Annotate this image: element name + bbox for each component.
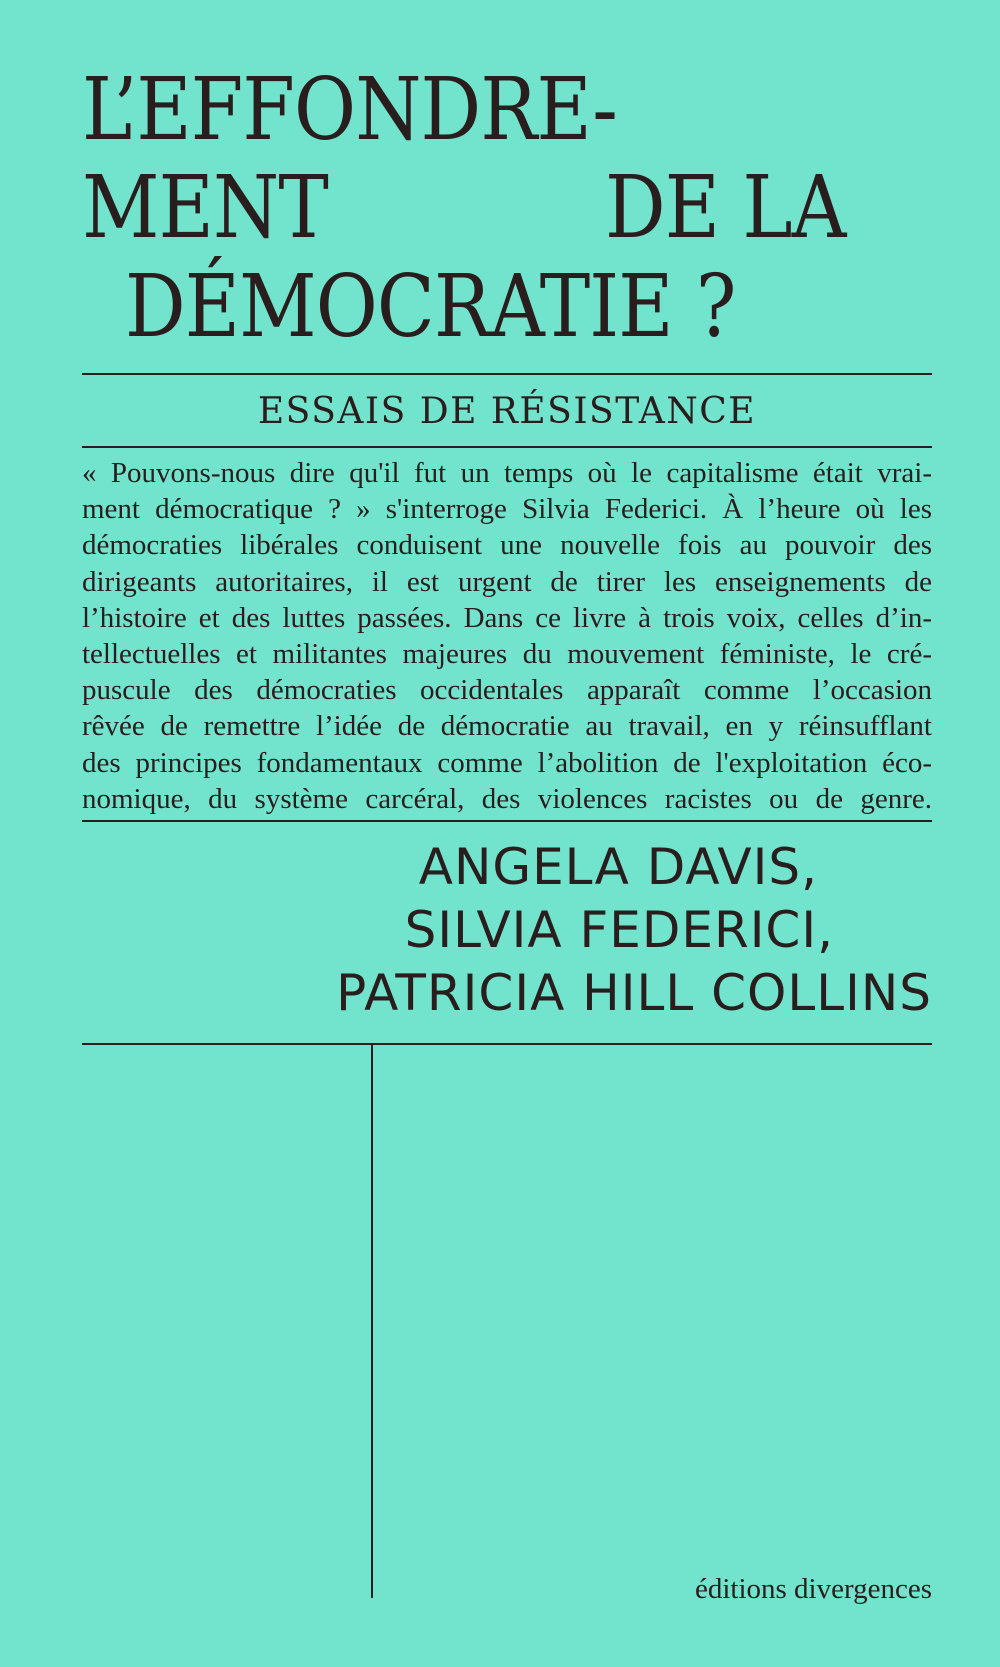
- blurb-line: puscule des démocraties occidentales apparaît comme l’occasion: [82, 674, 932, 707]
- blurb-line: démocraties libérales conduisent une nouvelle fois au pouvoir des: [82, 529, 932, 562]
- blurb-line: nomique, du système carcéral, des violences racistes ou de genre.: [82, 782, 932, 815]
- subtitle: ESSAIS DE RÉSISTANCE: [257, 391, 757, 432]
- divider-rule: [82, 373, 932, 375]
- title-line-1: L’EFFONDRE-: [82, 60, 617, 160]
- blurb-line: rêvée de remettre l’idée de démocratie au travail, en y réinsufflant: [82, 710, 932, 743]
- blurb-line: dirigeants autoritaires, il est urgent de tirer les enseignements de: [82, 565, 932, 598]
- author-name: PATRICIA HILL COLLINS: [336, 964, 932, 1022]
- blurb-line: l’histoire et des luttes passées. Dans ce livre à trois voix, celles d’in-: [82, 601, 932, 634]
- title-line-2-right: DE LA: [605, 158, 846, 258]
- blurb-line: « Pouvons-nous dire qu'il fut un temps où le capitalisme était vrai-: [82, 457, 932, 489]
- back-cover-blurb: [82, 455, 932, 817]
- blurb-line: ment démocratique ? » s'interroge Silvia Federici. À l’heure où les: [82, 493, 932, 526]
- publisher-name: éditions divergences: [694, 1573, 932, 1605]
- author-name: ANGELA DAVIS,: [418, 838, 818, 896]
- vertical-rule: [371, 1043, 373, 1598]
- blurb-line: des principes fondamentaux comme l’abolition de l'exploitation éco-: [82, 746, 932, 779]
- blurb-line: tellectuelles et militantes majeures du mouvement féministe, le cré-: [82, 637, 932, 670]
- divider-rule: [82, 446, 932, 448]
- title-line-2-left: MENT: [82, 158, 328, 258]
- divider-rule: [82, 1043, 932, 1045]
- author-name: SILVIA FEDERICI,: [404, 901, 834, 959]
- title-line-3: DÉMOCRATIE ?: [125, 257, 736, 357]
- divider-rule: [82, 820, 932, 822]
